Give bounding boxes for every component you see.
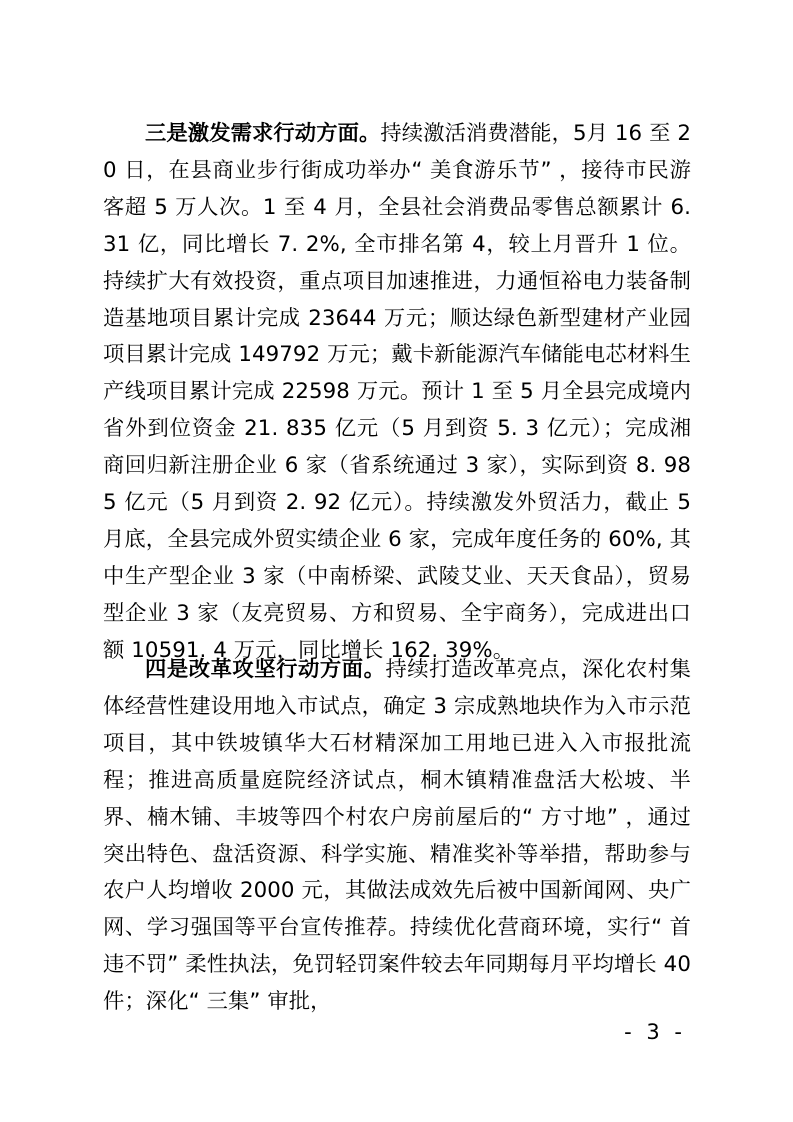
paragraph-body-text: 持续打造改革亮点，深化农村集体经营性建设用地入市试点，确定 3 宗成熟地块作为入市示范项目，其中铁坡镇华大石材精深加工用地已进入入市报批流程；推进高质量庭院经济试点，桐木镇精准盘活大松坡、半界、楠木铺、丰坡等四个村农户房前屋后的“ 方寸地” ，通过突出特色、盘活资源、科学实施、精准奖补等举措，帮助参与农户人均增收 2000 元，其做法成效先后被中国新闻网、央广网、学习强国等平台宣传推荐。持续优化营商环境，实行“ 首违不罚” 柔性执法，免罚轻罚案件较去年同期每月平均增长 40 件；深化“ 三集” 审批， — [103, 657, 691, 1015]
paragraph-lead-heading: 三是激发需求行动方面。 — [145, 121, 381, 146]
paragraph-reform-action — [103, 652, 691, 1021]
page-number: - 3 - — [624, 1020, 686, 1044]
paragraph-body-text: 持续激活消费潜能，5月 16 至 20 日，在县商业步行街成功举办“ 美食游乐节” ，接待市民游客超 5 万人次。1 至 4 月，全县社会消费品零售总额累计 6. 31 亿，同比增长 7. 2%, 全市排名第 4，较上月晋升 1 位。持续扩大有效投资，重点项目加速推进，力通恒裕电力装备制造基地项目累计完成 23644 万元；顺达绿色新型建材产业园项目累计完成 149792 万元；戴卡新能源汽车储能电芯材料生产线项目累计完成 22598 万元。预计 1 至 5 月全县完成境内省外到位资金 21. 835 亿元（5 月到资 5. 3 亿元）；完成湘商回归新注册企业 6 家（省系统通过 3 家），实际到资 8. 985 亿元（5 月到资 2. 92 亿元）。持续激发外贸活力，截止 5 月底，全县完成外贸实绩企业 6 家，完成年度任务的 60%, 其中生产型企业 3 家（中南桥梁、武陵艾业、天天食品），贸易型企业 3 家（友亮贸易、方和贸易、全宇商务），完成进出口额 10591. 4 万元，同比增长 162. 39%。 — [103, 121, 691, 663]
paragraph-demand-stimulus — [103, 116, 691, 670]
paragraph-lead-heading: 四是改革攻坚行动方面。 — [145, 657, 386, 682]
